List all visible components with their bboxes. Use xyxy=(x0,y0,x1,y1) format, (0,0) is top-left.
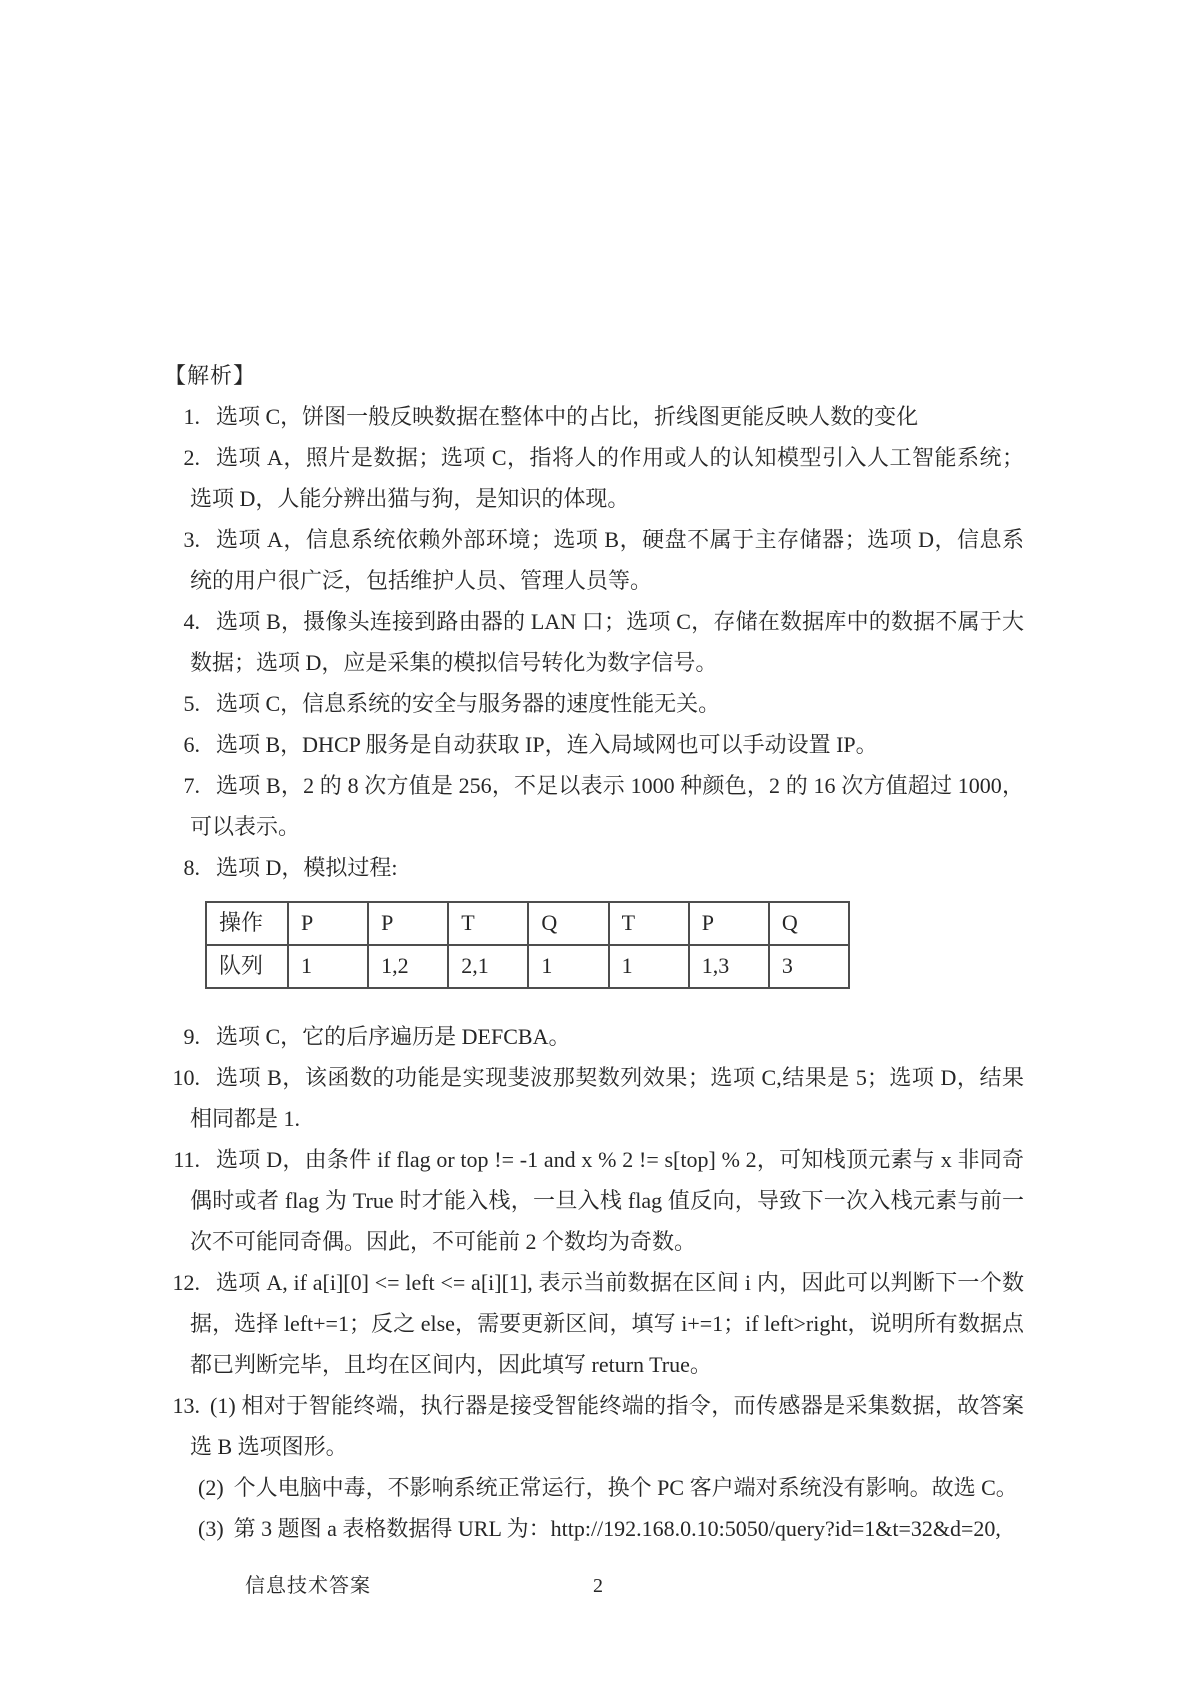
answer-analysis-section xyxy=(164,355,1024,1549)
item-text: 选项 B，摄像头连接到路由器的 LAN 口；选项 C，存储在数据库中的数据不属于大数据；选项 D，应是采集的模拟信号转化为数字信号。 xyxy=(190,609,1024,675)
item-number: 9. xyxy=(183,1024,200,1049)
table-cell: 1,3 xyxy=(689,945,769,988)
item-text: 相对于智能终端，执行器是接受智能终端的指令，而传感器是采集数据，故答案选 B 选项图形。 xyxy=(190,1393,1024,1459)
table-cell: Q xyxy=(528,902,608,945)
table-row-queue xyxy=(206,945,849,988)
page-footer xyxy=(0,1570,1200,1600)
item-number: 10. xyxy=(172,1065,200,1090)
list-item-11 xyxy=(173,1139,1024,1262)
list-item-4 xyxy=(183,601,1024,683)
list-item-2 xyxy=(183,437,1024,519)
item-text: 选项 C，它的后序遍历是 DEFCBA。 xyxy=(216,1024,571,1049)
queue-simulation-table xyxy=(205,901,850,989)
item-text: 选项 C，饼图一般反映数据在整体中的占比，折线图更能反映人数的变化 xyxy=(216,404,919,429)
list-item-6 xyxy=(183,724,1024,765)
item-number: 6. xyxy=(183,732,200,757)
table-cell: P xyxy=(368,902,448,945)
list-item-13 xyxy=(172,1385,1024,1467)
list-item-7 xyxy=(183,765,1024,847)
table-cell: P xyxy=(689,902,769,945)
item-text: 个人电脑中毒，不影响系统正常运行，换个 PC 客户端对系统没有影响。故选 C。 xyxy=(233,1475,1018,1500)
item-number: 5. xyxy=(183,691,200,716)
table-cell: 队列 xyxy=(206,945,288,988)
item-number: 8. xyxy=(183,855,200,880)
table-cell: T xyxy=(609,902,689,945)
section-heading: 【解析】 xyxy=(164,363,257,388)
item-text: 选项 A，照片是数据；选项 C，指将人的作用或人的认知模型引入人工智能系统；选项 D，人能分辨出猫与狗，是知识的体现。 xyxy=(190,445,1024,511)
list-item-10 xyxy=(172,1057,1024,1139)
item-text: 选项 D，由条件 if flag or top != -1 and x % 2 != s[top] % 2，可知栈顶元素与 x 非同奇偶时或者 flag 为 True 时才能入栈，一旦入栈 flag 值反向，导致下一次入栈元素与前一次不可能同奇偶。因此，不可能前 2 个数均为奇数。 xyxy=(190,1147,1024,1254)
table-cell: T xyxy=(448,902,528,945)
item-number: 3. xyxy=(183,527,200,552)
item-number: 1. xyxy=(183,404,200,429)
item-text: 选项 A，信息系统依赖外部环境；选项 B，硬盘不属于主存储器；选项 D，信息系统的用户很广泛，包括维护人员、管理人员等。 xyxy=(190,527,1024,593)
item-text: 选项 B，该函数的功能是实现斐波那契数列效果；选项 C,结果是 5；选项 D，结果相同都是 1. xyxy=(190,1065,1024,1131)
table-cell: 1 xyxy=(288,945,368,988)
sub-item-2 xyxy=(190,1467,1024,1508)
page-number: 2 xyxy=(593,1575,603,1597)
item-number: 12. xyxy=(172,1270,200,1295)
list-item-1 xyxy=(183,396,1024,437)
list-item-3 xyxy=(183,519,1024,601)
table-cell: Q xyxy=(769,902,849,945)
item-number: 2. xyxy=(183,445,200,470)
item-text: 选项 B，2 的 8 次方值是 256，不足以表示 1000 种颜色，2 的 16 次方值超过 1000，可以表示。 xyxy=(190,773,1024,839)
list-item-8 xyxy=(183,847,1024,888)
sub-item-label: (1) xyxy=(210,1393,236,1418)
item-text: 选项 C，信息系统的安全与服务器的速度性能无关。 xyxy=(216,691,721,716)
sub-item-label: (2) xyxy=(198,1475,224,1500)
list-item-9 xyxy=(183,1016,1024,1057)
table-cell: P xyxy=(288,902,368,945)
table-cell: 操作 xyxy=(206,902,288,945)
item-text: 选项 D，模拟过程: xyxy=(216,855,398,880)
item-number: 11. xyxy=(173,1147,200,1172)
table-cell: 1,2 xyxy=(368,945,448,988)
item-number: 13. xyxy=(172,1393,200,1418)
sub-item-3 xyxy=(190,1508,1024,1549)
item-number: 4. xyxy=(183,609,200,634)
table-cell: 2,1 xyxy=(448,945,528,988)
item-number: 7. xyxy=(183,773,200,798)
footer-doc-title: 信息技术答案 xyxy=(245,1575,371,1597)
table-cell: 1 xyxy=(609,945,689,988)
item-text: 选项 B，DHCP 服务是自动获取 IP，连入局域网也可以手动设置 IP。 xyxy=(216,732,878,757)
table-cell: 3 xyxy=(769,945,849,988)
list-item-12 xyxy=(172,1262,1024,1385)
list-item-5 xyxy=(183,683,1024,724)
table-cell: 1 xyxy=(528,945,608,988)
item-text: 选项 A, if a[i][0] <= left <= a[i][1], 表示当前数据在区间 i 内，因此可以判断下一个数据，选择 left+=1；反之 else，需要更新区间，填写 i+=1；if left>right，说明所有数据点都已判断完毕，且均在区间内，因此填写 return True。 xyxy=(190,1270,1024,1377)
item-text: 第 3 题图 a 表格数据得 URL 为：http://192.168.0.10:5050/query?id=1&t=32&d=20, xyxy=(233,1516,1001,1541)
table-row-operation xyxy=(206,902,849,945)
sub-item-label: (3) xyxy=(198,1516,224,1541)
